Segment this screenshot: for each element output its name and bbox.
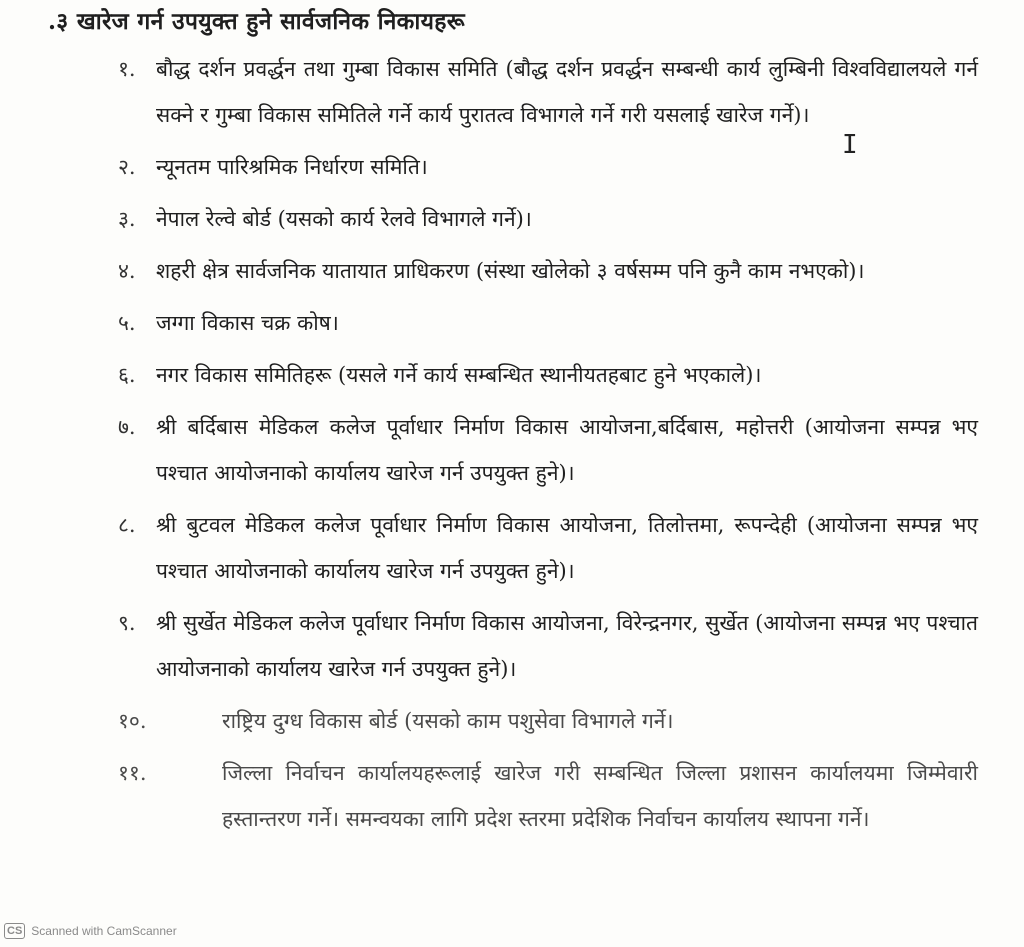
item-text: राष्ट्रिय दुग्ध विकास बोर्ड (यसको काम पशुसेवा विभागले गर्ने। [222, 709, 674, 733]
item-number: १०. [118, 709, 147, 733]
list-item [118, 352, 978, 398]
item-text: नगर विकास समितिहरू (यसले गर्ने कार्य सम्बन्धित स्थानीयतहबाट हुने भएकाले)। [156, 363, 762, 387]
item-text: न्यूनतम पारिश्रमिक निर्धारण समिति। [156, 155, 428, 179]
list-item [118, 502, 978, 594]
list-item [118, 248, 978, 294]
item-text: शहरी क्षेत्र सार्वजनिक यातायात प्राधिकरण (संस्था खोलेको ३ वर्षसम्म पनि कुनै काम नभएको)। [156, 259, 865, 283]
list-item [118, 46, 978, 138]
item-number: १. [118, 57, 136, 81]
text-cursor-icon: I [842, 130, 858, 160]
watermark-text: Scanned with CamScanner [31, 924, 177, 938]
list-item [118, 698, 978, 744]
item-text: बौद्ध दर्शन प्रवर्द्धन तथा गुम्बा विकास समिति (बौद्ध दर्शन प्रवर्द्धन सम्बन्धी कार्य लुम्बिनी विश्वविद्यालयले गर्न सक्ने र गुम्बा विकास समितिले गर्ने कार्य पुरातत्व विभागले गर्ने गरी यसलाई खारेज गर्ने)। [156, 57, 978, 127]
item-number: ११. [118, 761, 147, 785]
list-item [118, 600, 978, 692]
list-item [118, 750, 978, 842]
item-text: श्री बुटवल मेडिकल कलेज पूर्वाधार निर्माण विकास आयोजना, तिलोत्तमा, रूपन्देही (आयोजना सम्पन्न भए पश्चात आयोजनाको कार्यालय खारेज गर्न उपयुक्त हुने)। [156, 513, 978, 583]
item-number: ५. [118, 311, 136, 335]
item-number: ३. [118, 207, 136, 231]
item-text: जग्गा विकास चक्र कोष। [156, 311, 339, 335]
item-text: श्री बर्दिबास मेडिकल कलेज पूर्वाधार निर्माण विकास आयोजना,बर्दिबास, महोत्तरी (आयोजना सम्पन्न भए पश्चात आयोजनाको कार्यालय खारेज गर्न उपयुक्त हुने)। [156, 415, 978, 485]
item-number: ९. [118, 611, 136, 635]
list-item [118, 404, 978, 496]
item-number: २. [118, 155, 136, 179]
item-text: नेपाल रेल्वे बोर्ड (यसको कार्य रेलवे विभागले गर्ने)। [156, 207, 532, 231]
item-number: ७. [118, 415, 136, 439]
section-heading: .३ खारेज गर्न उपयुक्त हुने सार्वजनिक निकायहरू [48, 8, 465, 35]
item-number: ८. [118, 513, 136, 537]
list-item [118, 300, 978, 346]
item-text: श्री सुर्खेत मेडिकल कलेज पूर्वाधार निर्माण विकास आयोजना, विरेन्द्रनगर, सुर्खेत (आयोजना सम्पन्न भए पश्चात आयोजनाको कार्यालय खारेज गर्न उपयुक्त हुने)। [156, 611, 978, 681]
list-item [118, 196, 978, 242]
abolition-list [118, 46, 978, 848]
item-number: ४. [118, 259, 136, 283]
scanner-watermark [4, 923, 177, 939]
item-text: जिल्ला निर्वाचन कार्यालयहरूलाई खारेज गरी सम्बन्धित जिल्ला प्रशासन कार्यालयमा जिम्मेवारी हस्तान्तरण गर्ने। समन्वयका लागि प्रदेश स्तरमा प्रदेशिक निर्वाचन कार्यालय स्थापना गर्ने। [222, 761, 978, 831]
item-number: ६. [118, 363, 136, 387]
camscanner-logo-icon: CS [4, 923, 25, 939]
